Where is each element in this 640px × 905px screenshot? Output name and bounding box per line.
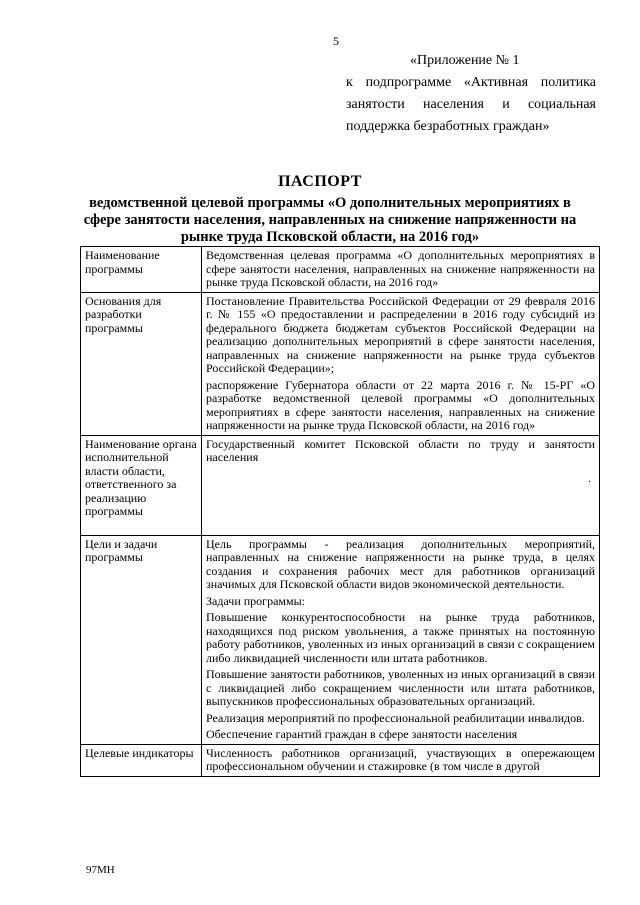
table-row: [81, 744, 600, 776]
table-row: [81, 435, 600, 535]
paragraph: Задачи программы:: [206, 593, 305, 608]
paragraph: Цель программы - реализация дополнительных мероприятий, направленных на снижение напряженности на рынке труда, в целях создания и сохранения рабочих мест для работников организаций значимых для Псковской области видов экономической деятельности.: [206, 536, 595, 591]
paragraph: Обеспечение гарантий граждан в сфере занятости населения: [206, 727, 518, 741]
paragraph: Постановление Правительства Российской Федерации от 29 февраля 2016 г. № 155 «О предоставлении и распределении в 2016 году субсидий из федерального бюджета бюджетам субъектов Российской Федерации на реализацию дополнительных мероприятий в сфере занятости населения, направленных на снижение напряженности на рынке труда субъектов Российской Федерации»;: [206, 293, 595, 375]
appendix-line-2: к подпрограмме «Активная политика: [346, 75, 596, 90]
row-label: Наименование программы: [81, 247, 202, 293]
row-content: [202, 292, 600, 435]
appendix-line-3: занятости населения и социальная: [346, 97, 596, 112]
row-label: Наименование органа исполнительной власти области, ответственного за реализацию программы: [81, 435, 202, 535]
table-row: [81, 247, 600, 293]
table-row: [81, 292, 600, 435]
passport-table: [80, 246, 600, 777]
appendix-header: [346, 50, 596, 138]
row-content: [202, 247, 600, 293]
paragraph: Реализация мероприятий по профессиональной реабилитации инвалидов.: [206, 710, 585, 725]
paragraph: Государственный комитет Псковской области по труду и занятости населения: [206, 436, 595, 464]
paragraph: Повышение конкурентоспособности на рынке труда работников, находящихся под риском увольнения, а также принятых на постоянную работу работников, уволенных из иных организаций в связи с сокращением либо ликвидацией численности или штата работников.: [206, 610, 595, 665]
row-label: Основания для разработки программы: [81, 292, 202, 435]
appendix-line-1: «Приложение № 1: [410, 53, 520, 68]
paragraph: Повышение занятости работников, уволенных из иных организаций в связи с ликвидацией либо сокращением численности или штата работников, выпускников профессиональных образовательных организаций.: [206, 667, 595, 708]
table-row: [81, 535, 600, 744]
row-content-clip: [206, 747, 595, 774]
document-subtitle: ведомственной целевой программы «О дополнительных мероприятиях в сфере занятости населения, направленных на снижение напряженности на рынке труда Псковской области, на 2016 год»: [83, 195, 577, 245]
page-number: 5: [333, 34, 339, 48]
stray-mark: .: [588, 470, 591, 485]
row-content: [202, 535, 600, 744]
row-content: [202, 435, 600, 535]
row-content: [202, 744, 600, 776]
row-label: [81, 744, 202, 776]
paragraph: Ведомственная целевая программа «О дополнительных мероприятиях в сфере занятости населения, направленных на снижение напряженности на рынке труда Псковской области, на 2016 год»: [206, 248, 595, 289]
paragraph: распоряжение Губернатора области от 22 марта 2016 г. № 15-РГ «О разработке ведомственной целевой программы «О дополнительных мероприятиях в сфере занятости населения, направленных на снижение напряженности на рынке труда Псковской области, на 2016 год»: [206, 377, 595, 432]
appendix-line-4: поддержка безработных граждан»: [346, 119, 550, 134]
row-label: Цели и задачи программы: [81, 535, 202, 744]
row-label-text: Целевые индикаторы: [85, 746, 194, 760]
paragraph: Численность работников организаций, участвующих в опережающем профессиональном обучении и стажировке (в том числе в другой: [206, 746, 595, 773]
footer-code: 97МН: [86, 864, 115, 876]
document-title: ПАСПОРТ: [278, 173, 362, 190]
